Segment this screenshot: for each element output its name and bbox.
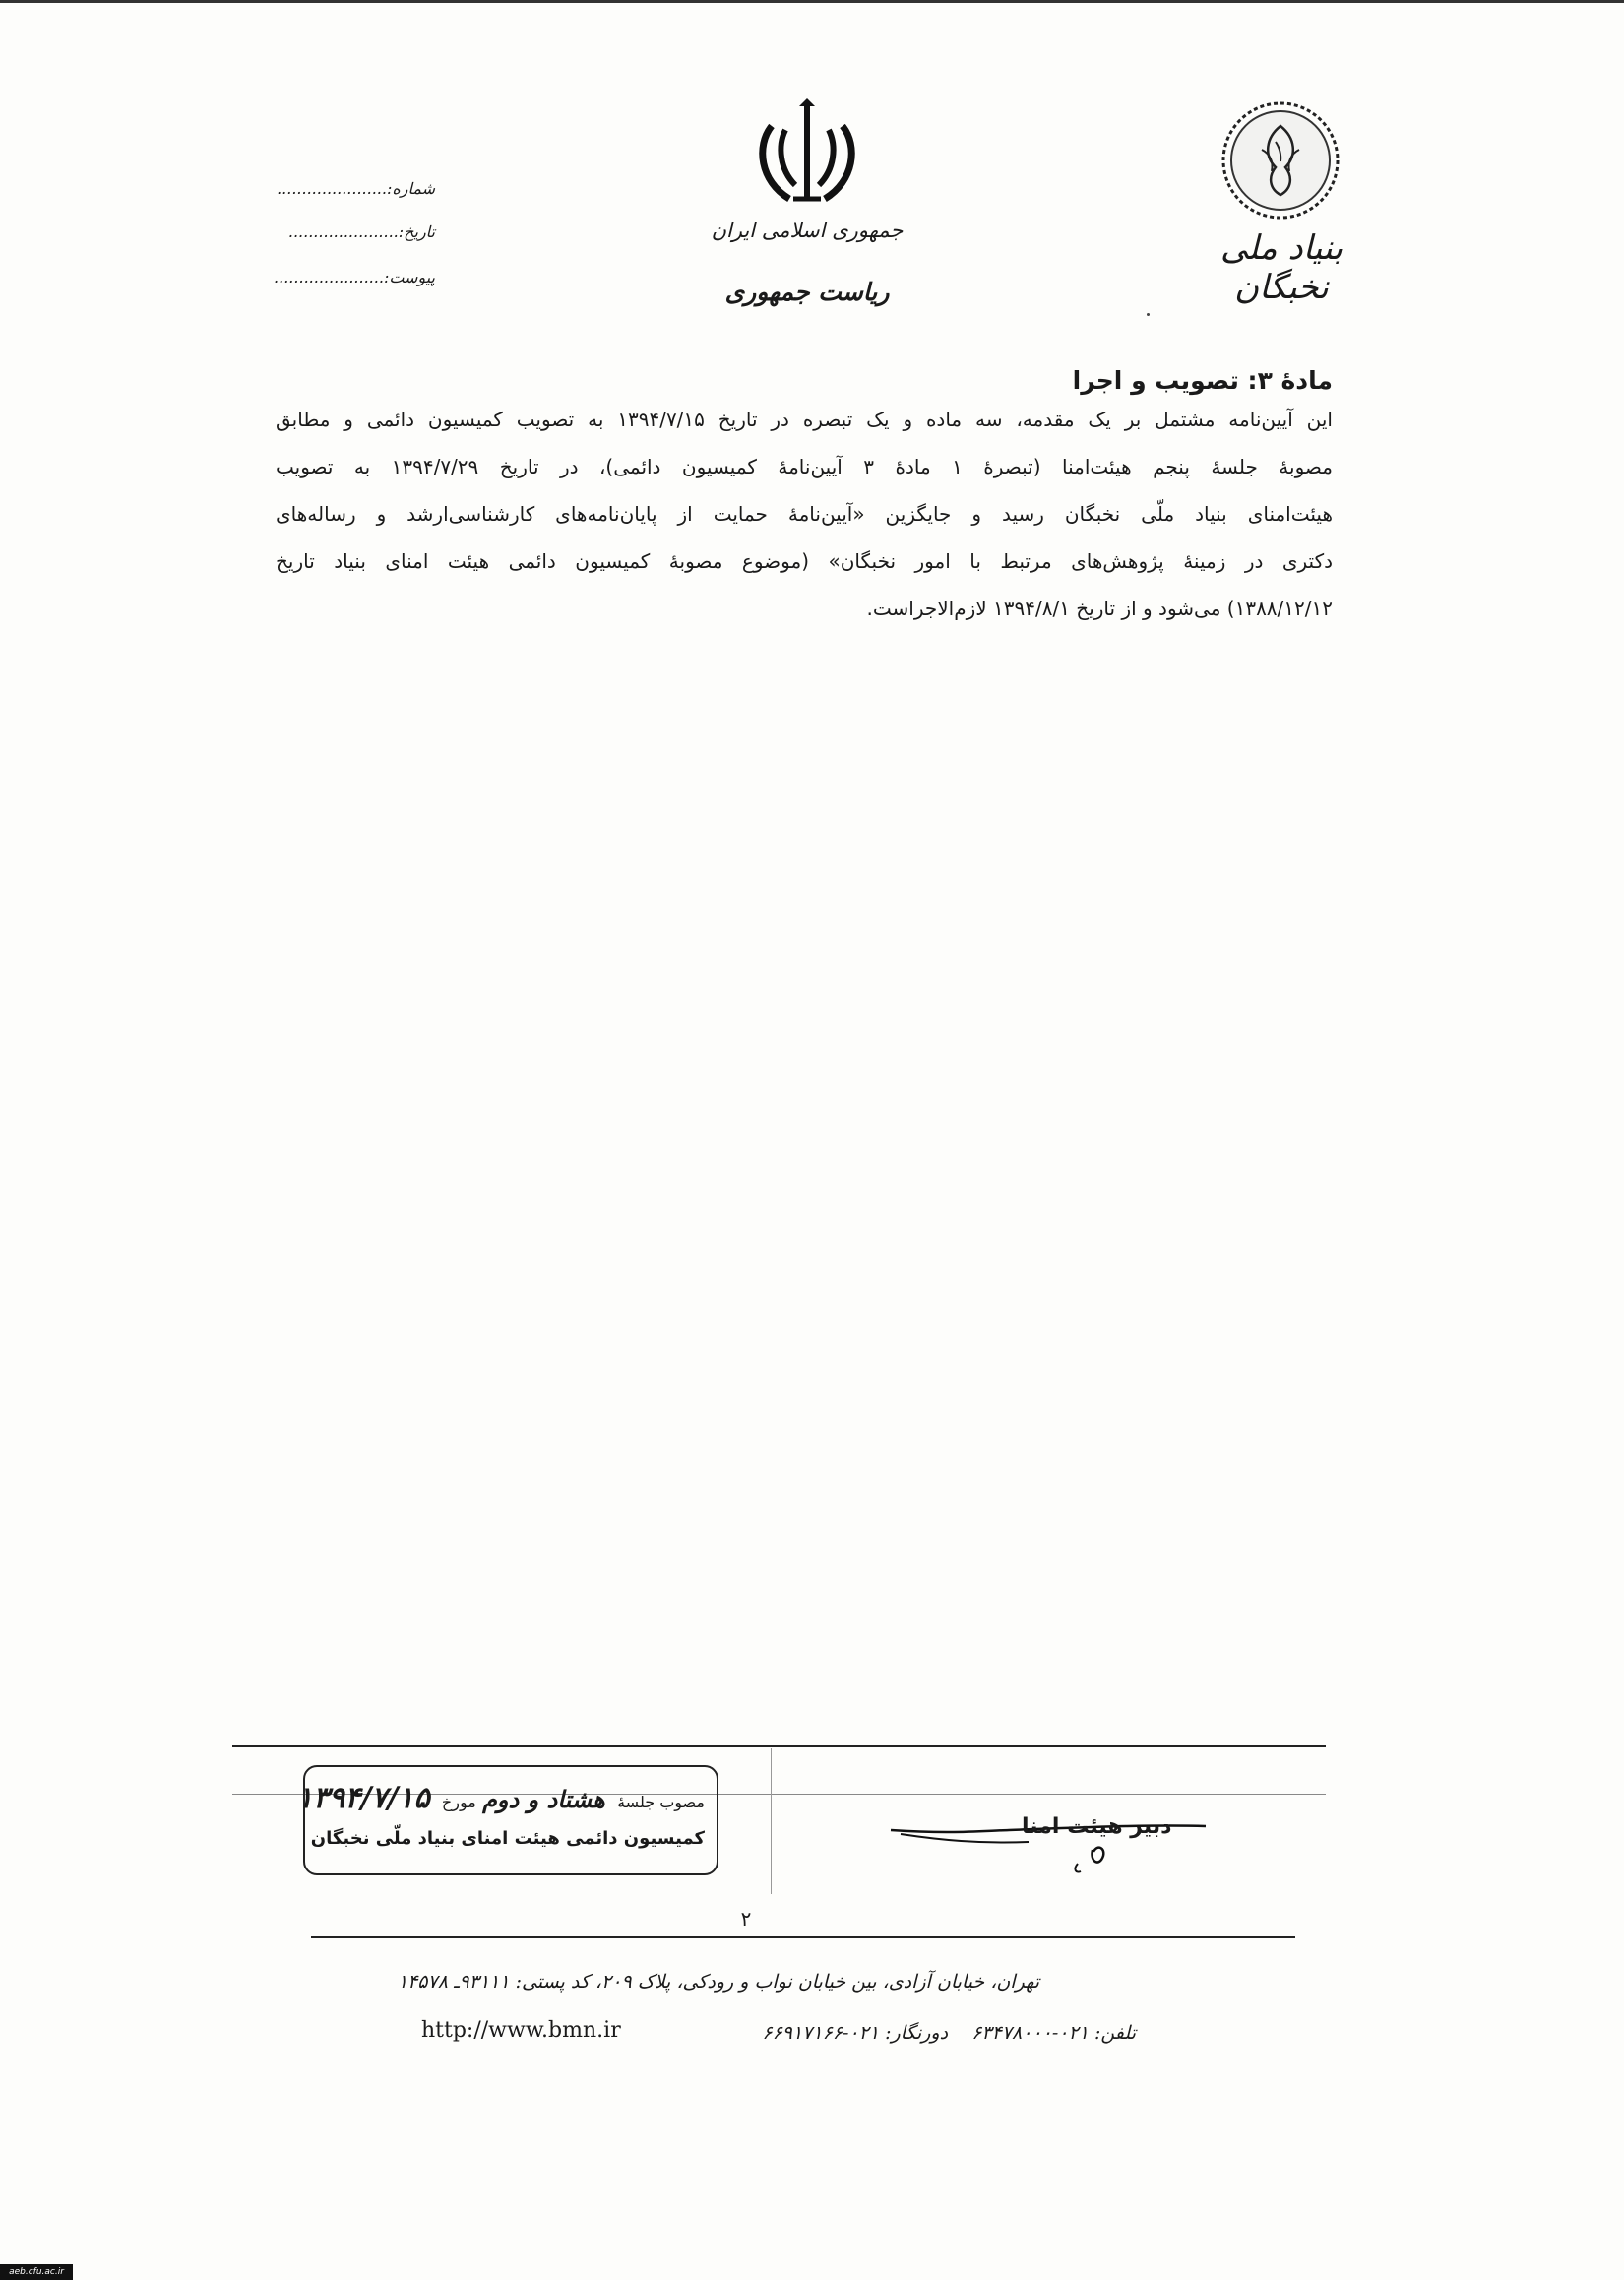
corner-badge: aeb.cfu.ac.ir (0, 2264, 73, 2280)
meta-label: پیوست: (383, 268, 435, 286)
article-title: مادهٔ ۳: تصویب و اجرا (1072, 366, 1333, 395)
letter-attachment-field (232, 268, 435, 286)
paragraph-line: مصوبهٔ جلسهٔ پنجم هیئت‌امنا (تبصرهٔ ۱ مادهٔ ۳ آیین‌نامهٔ کمیسیون دائمی)، در تاریخ ۱۳۹۴/۷/۲۹ به تصویب (276, 455, 1333, 478)
stamp-date: ۱۳۹۴/۷/۱۵ (296, 1781, 430, 1815)
postal-address: تهران، خیابان آزادی، بین خیابان نواب و رودکی، پلاک ۲۰۹، کد پستی: ۹۳۱۱۱ـ ۱۴۵۷۸ (397, 1971, 1040, 1993)
page-top-edge (0, 0, 1624, 3)
paragraph-line: ۱۳۸۸/۱۲/۱۲) می‌شود و از تاریخ ۱۳۹۴/۸/۱ لازم‌الاجراست. (866, 597, 1333, 620)
meta-dots: ...................... (274, 268, 384, 286)
address-rule (311, 1936, 1295, 1938)
stamp-line-2: کمیسیون دائمی هیئت امنای بنیاد ملّی نخبگان (310, 1828, 705, 1849)
state-emblem-icon (750, 96, 864, 211)
footer-top-rule (232, 1745, 1326, 1747)
stamp-line-1 (296, 1781, 705, 1815)
fax: دورنگار: ۰۲۱-۶۶۹۱۷۱۶۶ (762, 2022, 949, 2044)
paragraph-line: هیئت‌امنای بنیاد ملّی نخبگان رسید و جایگزین «آیین‌نامهٔ حمایت از پایان‌نامه‌های کارشناسی‌ارشد و رساله‌های (276, 502, 1333, 526)
meta-label: شماره: (386, 179, 435, 198)
ink-dot (1147, 313, 1150, 316)
stamp-date-label: مورخ (441, 1793, 476, 1811)
letter-number-field (232, 179, 435, 198)
stamp-prefix: مصوب جلسهٔ (617, 1793, 705, 1811)
meta-dots: ...................... (277, 179, 387, 198)
foundation-emblem-icon (1218, 98, 1343, 222)
approval-stamp (296, 1765, 718, 1875)
page-number: ۲ (740, 1907, 752, 1931)
foundation-name: بنیاد ملی نخبگان (1219, 228, 1343, 307)
paragraph-line: این آیین‌نامه مشتمل بر یک مقدمه، سه ماده و یک تبصره در تاریخ ۱۳۹۴/۷/۱۵ به تصویب کمیسیون دائمی و مطابق (276, 408, 1333, 431)
signature-label: دبیر هیئت امنا (1022, 1814, 1172, 1839)
stamp-session: هشتاد و دوم (482, 1785, 605, 1813)
letter-date-field (232, 222, 435, 241)
meta-dots: ...................... (287, 222, 399, 241)
presidency-title: ریاست جمهوری (724, 278, 890, 306)
paragraph-line: دکتری در زمینهٔ پژوهش‌های مرتبط با امور نخبگان» (موضوع مصوبهٔ کمیسیون دائمی هیئت امنای بنیاد تاریخ (276, 549, 1333, 573)
footer-divider (771, 1748, 772, 1894)
phone: تلفن: ۰۲۱-۶۳۴۷۸۰۰۰ (971, 2022, 1136, 2044)
state-title: جمهوری اسلامی ایران (711, 219, 904, 242)
meta-label: تاریخ: (398, 222, 435, 241)
website-link[interactable]: http://www.bmn.ir (421, 2018, 621, 2043)
